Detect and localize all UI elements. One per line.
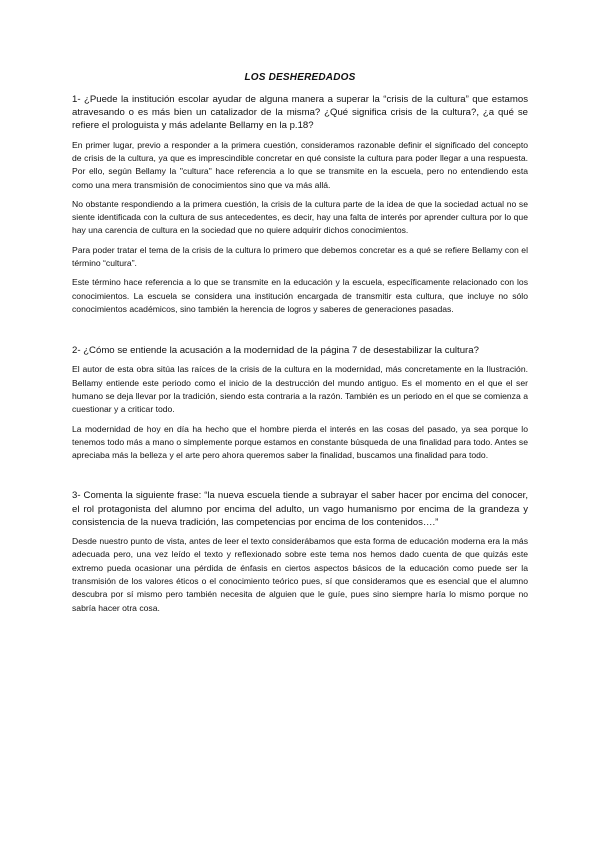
answer-1-paragraph-3: Para poder tratar el tema de la crisis de la cultura lo primero que debemos concretar es a qué se refiere Bellamy con el término “cultura”.: [72, 244, 528, 268]
question-2: 2- ¿Cómo se entiende la acusación a la modernidad de la página 7 de desestabilizar la cultura?: [72, 345, 479, 357]
document-title: LOS DESHEREDADOS: [244, 72, 356, 83]
answer-1-paragraph-1: En primer lugar, previo a responder a la primera cuestión, consideramos razonable definir el significado del concepto de crisis de la cultura, ya que es imprescindible concretar en qué consiste la cultura para poder llegar a una respuesta. Por ello, según Bellamy la "cultura" hace referencia a lo que se transmite en la escuela, pero no entendiendo esta como una mera transmisión de conocimientos sino que va más allá.: [72, 139, 528, 190]
section-1: [72, 93, 528, 316]
answer-2-paragraph-1: El autor de esta obra sitúa las raíces de la crisis de la cultura en la modernidad, más concretamente en la Ilustración. Bellamy entiende este periodo como el inicio de la destrucción del mundo antiguo. Es el momento en el que el ser humano se deja llevar por la tradición, siendo esta contraria a la razón. También es un periodo en el que se comienza a cuestionar y a criticar todo.: [72, 364, 528, 415]
section-spacer: [72, 468, 528, 489]
section-spacer: [72, 322, 528, 344]
answer-1-paragraph-4: Este término hace referencia a lo que se transmite en la educación y la escuela, específicamente relacionado con los conocimientos. La escuela se considera una institución encargada de transmitir esta cultura, que incluye no sólo conocimientos académicos, sino también la herencia de logros y saberes de generaciones pasadas.: [72, 277, 528, 314]
answer-2-paragraph-2: La modernidad de hoy en día ha hecho que el hombre pierda el interés en las cosas del pasado, ya sea porque lo tenemos todo más a mano o simplemente porque estamos en constante búsqueda de una finalidad para todo. Antes se apreciaba más la belleza y el arte pero ahora queremos saber la finalidad, buscamos una finalidad para todo.: [72, 423, 528, 461]
question-3: 3- Comenta la siguiente frase: “la nueva escuela tiende a subrayar el saber hacer por encima del conocer, el rol protagonista del alumno por encima del adulto, un vago humanismo por encima de la grandeza y consistencia de la nueva tradición, las competencias por encima de los contenidos….”: [72, 490, 528, 528]
section-2: [72, 344, 528, 462]
answer-3-paragraph-1: Desde nuestro punto de vista, antes de leer el texto considerábamos que esta forma de educación moderna era la más adecuada pero, una vez leído el texto y reflexionado sobre este tema nos hemos dado cuenta de que quizás este extremo pueda ocasionar una pérdida de énfasis en ciertos aspectos básicos de la educación como puede ser la transmisión de los valores éticos o el conocimiento teórico pues, sí que consideramos que es esencial que el alumno descubra por sí mismo pero también necesita de alguien que le guíe, pues sino siempre haría lo mismo porque no sabría hacer otra cosa.: [72, 536, 528, 613]
section-3: [72, 489, 528, 614]
question-1: 1- ¿Puede la institución escolar ayudar de alguna manera a superar la “crisis de la cultura” que estamos atravesando o es más bien un catalizador de la misma? ¿Qué significa crisis de la cultura?, ¿a qué se refiere el prologuista y más adelante Bellamy en la p.18?: [72, 94, 528, 132]
document-page: [72, 72, 528, 621]
answer-1-paragraph-2: No obstante respondiendo a la primera cuestión, la crisis de la cultura parte de la idea de que la sociedad actual no se siente identificada con la cultura de sus antecedentes, es decir, hay una falta de interés por aprender cultura por lo que hay una carencia de cultura en la sociedad que no quiere adquirir dichos conocimientos.: [72, 198, 528, 236]
